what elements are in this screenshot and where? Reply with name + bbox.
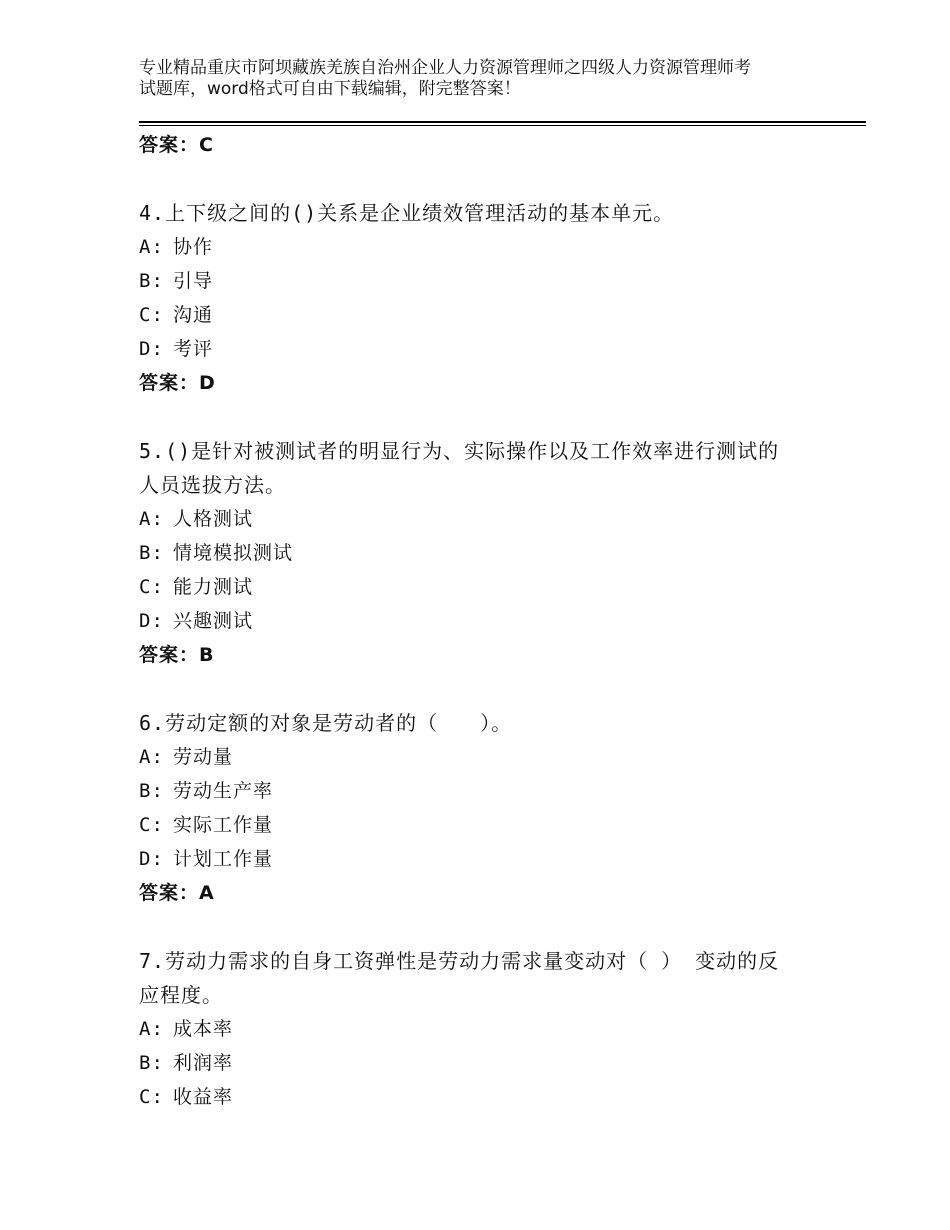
answer-label: 答案：: [139, 882, 200, 904]
option-key: C:: [139, 1086, 164, 1108]
option-text: 人格测试: [173, 508, 254, 530]
question-7: [139, 944, 829, 1114]
option-c: [139, 570, 829, 604]
option-c: [139, 808, 829, 842]
answer-value: C: [199, 134, 213, 156]
option-key: B:: [139, 270, 164, 292]
option-a: [139, 740, 829, 774]
option-text: 实际工作量: [173, 814, 274, 836]
option-b: [139, 264, 829, 298]
option-key: C:: [139, 304, 164, 326]
option-a: [139, 502, 829, 536]
option-key: D:: [139, 338, 164, 360]
option-key: B:: [139, 1052, 164, 1074]
answer-line: [139, 638, 829, 672]
answer-value: D: [199, 372, 215, 394]
option-key: A:: [139, 508, 164, 530]
question-text: 4.上下级之间的()关系是企业绩效管理活动的基本单元。: [139, 201, 675, 225]
option-text: 兴趣测试: [173, 610, 254, 632]
option-d: [139, 604, 829, 638]
option-a: [139, 230, 829, 264]
option-text: 计划工作量: [173, 848, 274, 870]
option-text: 收益率: [173, 1086, 234, 1108]
option-text: 能力测试: [173, 576, 254, 598]
question-list: [139, 128, 829, 1114]
option-c: [139, 1080, 829, 1114]
question-text: 7.劳动力需求的自身工资弹性是劳动力需求量变动对（ ） 变动的反: [139, 949, 780, 973]
document-header: [139, 58, 829, 100]
question-text-continued: 人员选拔方法。: [139, 473, 286, 497]
option-text: 引导: [173, 270, 214, 292]
option-key: D:: [139, 848, 164, 870]
option-d: [139, 332, 829, 366]
header-title-line-1: 专业精品重庆市阿坝藏族羌族自治州企业人力资源管理师之四级人力资源管理师考: [139, 58, 751, 78]
answer-line: [139, 876, 829, 910]
answer-label: 答案：: [139, 134, 200, 156]
question-4: [139, 196, 829, 400]
option-a: [139, 1012, 829, 1046]
option-text: 劳动量: [173, 746, 234, 768]
option-key: C:: [139, 814, 164, 836]
option-text: 协作: [173, 236, 214, 258]
option-b: [139, 774, 829, 808]
option-key: A:: [139, 746, 164, 768]
option-text: 考评: [173, 338, 214, 360]
header-title-line-2: 试题库，word格式可自由下载编辑，附完整答案！: [139, 79, 521, 99]
option-b: [139, 1046, 829, 1080]
question-6: [139, 706, 829, 910]
option-key: B:: [139, 542, 164, 564]
answer-line: [139, 128, 829, 162]
header-divider-thin: [139, 125, 866, 126]
answer-value: A: [199, 882, 214, 904]
header-divider-thick: [139, 121, 866, 123]
question-text: 6.劳动定额的对象是劳动者的（ ）。: [139, 711, 513, 735]
option-c: [139, 298, 829, 332]
question-text-continued: 应程度。: [139, 983, 223, 1007]
answer-line: [139, 366, 829, 400]
question-text: 5.()是针对被测试者的明显行为、实际操作以及工作效率进行测试的: [139, 439, 780, 463]
option-text: 利润率: [173, 1052, 234, 1074]
option-key: B:: [139, 780, 164, 802]
option-b: [139, 536, 829, 570]
option-text: 成本率: [173, 1018, 234, 1040]
answer-label: 答案：: [139, 644, 200, 666]
option-text: 沟通: [173, 304, 214, 326]
option-text: 情境模拟测试: [173, 542, 294, 564]
answer-label: 答案：: [139, 372, 200, 394]
question-5: [139, 434, 829, 672]
option-key: C:: [139, 576, 164, 598]
option-d: [139, 842, 829, 876]
option-key: A:: [139, 1018, 164, 1040]
answer-value: B: [199, 644, 214, 666]
option-key: D:: [139, 610, 164, 632]
option-key: A:: [139, 236, 164, 258]
option-text: 劳动生产率: [173, 780, 274, 802]
